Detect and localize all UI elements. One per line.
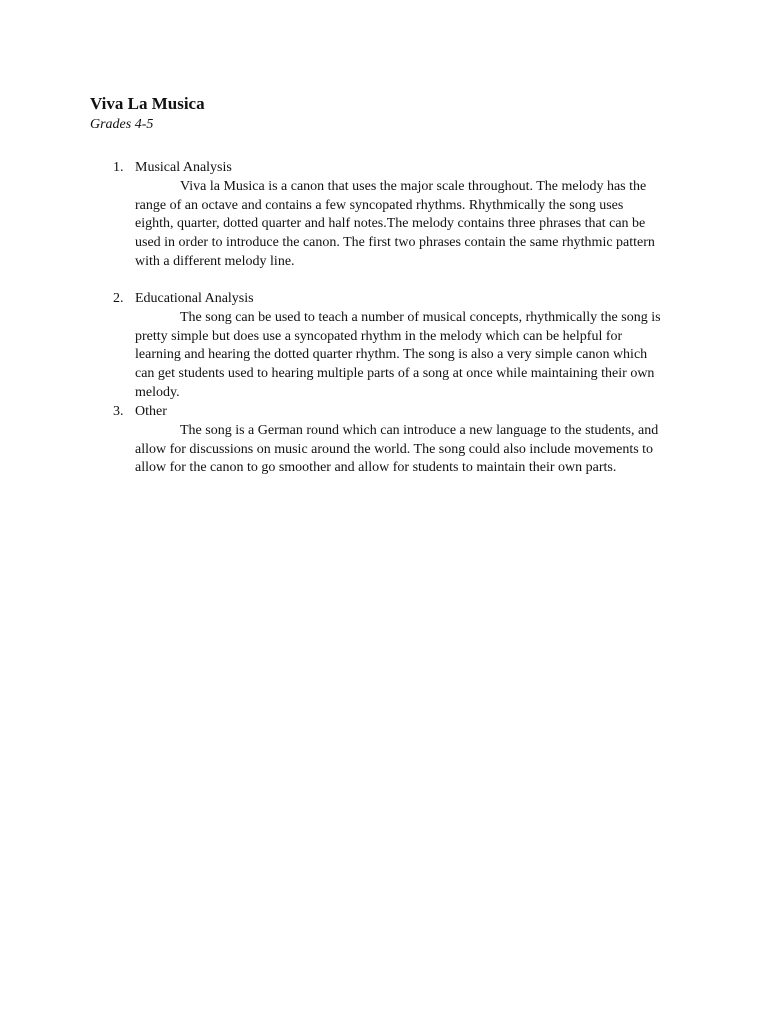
section-body: The song is a German round which can introduce a new language to the students, and allow for discussions on music around the world. The song could also include movements to allow for the canon to go smoother and allow for students to maintain their own parts. <box>135 422 659 476</box>
section-header <box>113 290 673 309</box>
section-body: Viva la Musica is a canon that uses the major scale throughout. The melody has the range of an octave and contains a few syncopated rhythms. Rhythmically the song uses eighth, quarter, dotted quarter and half notes.The melody contains three phrases that can be used in order to introduce the canon. The first two phrases contain the same rhythmic pattern with a different melody line. <box>135 178 655 269</box>
section-number: 1. <box>113 160 124 175</box>
section-heading: Musical Analysis <box>135 160 232 175</box>
section-musical-analysis <box>113 159 673 272</box>
section-number: 2. <box>113 291 124 306</box>
section-body: The song can be used to teach a number of musical concepts, rhythmically the song is pretty simple but does use a syncopated rhythm in the melody which can be helpful for learning and hearing the dotted quarter rhythm. The song is also a very simple canon which can get students used to hearing multiple parts of a song at once while maintaining their own melody. <box>135 309 661 400</box>
section-heading: Educational Analysis <box>135 291 254 306</box>
section-educational-analysis <box>113 290 673 403</box>
section-other <box>113 403 673 478</box>
document-subtitle: Grades 4-5 <box>90 117 154 132</box>
section-header <box>113 159 673 178</box>
section-number: 3. <box>113 404 124 419</box>
section-header <box>113 403 673 422</box>
section-heading: Other <box>135 404 167 419</box>
document-title: Viva La Musica <box>90 94 205 113</box>
